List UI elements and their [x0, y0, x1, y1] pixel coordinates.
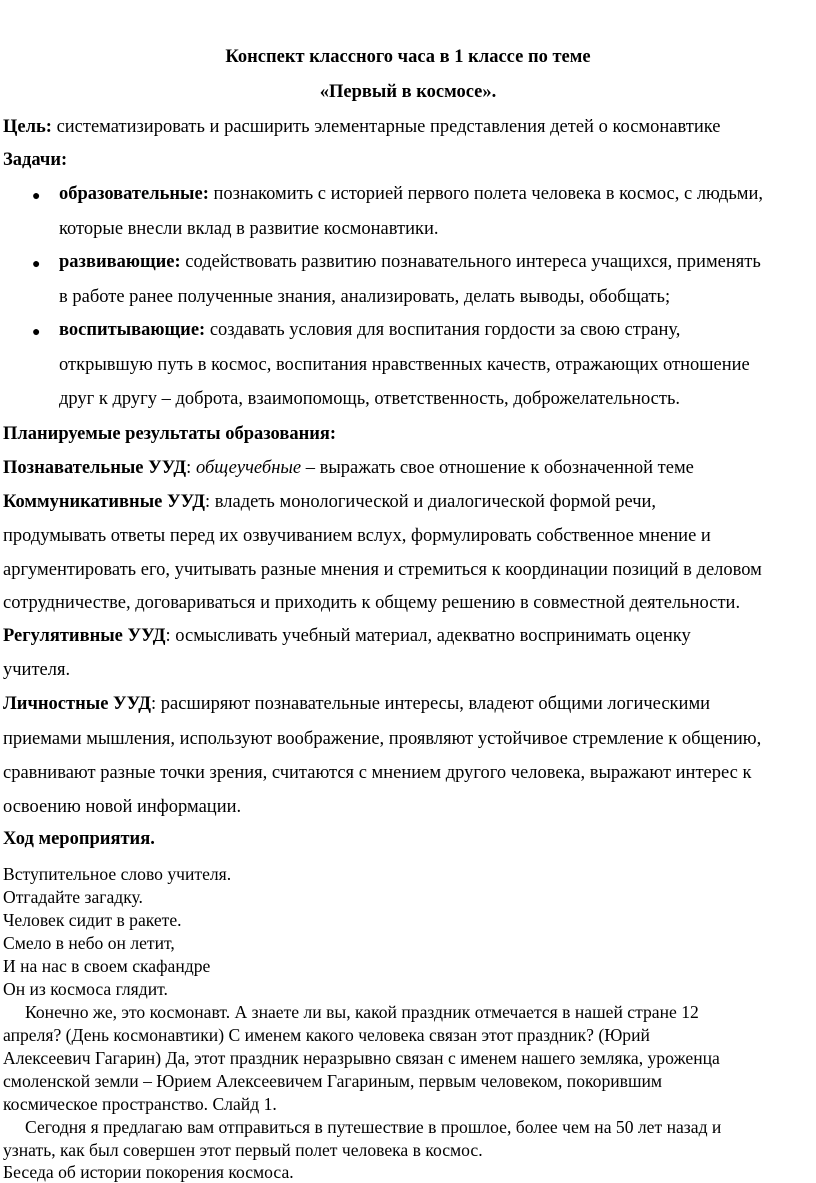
- para2-line: Сегодня я предлагаю вам отправиться в путешествие в прошлое, более чем на 50 лет назад и: [3, 1117, 722, 1137]
- regulatory-line2: учителя.: [3, 660, 71, 680]
- intro-line: Он из космоса глядит.: [3, 979, 168, 999]
- task-educational-label: образовательные:: [59, 184, 209, 204]
- results-heading: Планируемые результаты образования:: [3, 424, 337, 444]
- intro-line: Отгадайте загадку.: [3, 887, 143, 907]
- regulatory-label: Регулятивные УУД: [3, 626, 166, 646]
- cognitive-italic: общеучебные: [195, 458, 302, 478]
- title-line-2: «Первый в космосе».: [319, 82, 497, 102]
- cognitive-line: [3, 458, 694, 479]
- personal-label: Личностные УУД: [3, 694, 152, 714]
- bullet-icon: ●: [32, 325, 41, 340]
- para1-line: Алексеевич Гагарин) Да, этот праздник неразрывно связан с именем нашего земляка, уроженца: [3, 1048, 720, 1068]
- personal-text: : расширяют познавательные интересы, владеют общими логическими: [151, 694, 711, 714]
- tasks-heading: Задачи:: [3, 150, 68, 170]
- goal-text: систематизировать и расширить элементарные представления детей о космонавтике: [51, 117, 721, 137]
- regulatory-line1: [3, 626, 691, 647]
- communicative-line2: продумывать ответы перед их озвучиванием вслух, формулировать собственное мнение и: [3, 526, 711, 546]
- communicative-line1: [3, 492, 656, 513]
- task-developing-text: содействовать развитию познавательного интереса учащихся, применять: [180, 252, 761, 272]
- para1-line: апреля? (День космонавтики) С именем какого человека связан этот праздник? (Юрий: [3, 1025, 650, 1045]
- cognitive-label: Познавательные УУД: [3, 458, 187, 478]
- personal-line1: [3, 694, 710, 715]
- para1-line: смоленской земли – Юрием Алексеевичем Гагариным, первым человеком, покорившим: [3, 1071, 663, 1091]
- para1-line: Конечно же, это космонавт. А знаете ли вы, какой праздник отмечается в нашей стране 12: [3, 1002, 699, 1022]
- para1-line: космическое пространство. Слайд 1.: [3, 1094, 277, 1114]
- personal-line4: освоению новой информации.: [3, 797, 242, 817]
- title-line-1: Конспект классного часа в 1 классе по теме: [225, 47, 591, 67]
- course-heading: Ход мероприятия.: [3, 829, 155, 849]
- cognitive-text: – выражать свое отношение к обозначенной теме: [301, 458, 694, 478]
- bullet-icon: ●: [32, 257, 41, 272]
- personal-line3: сравнивают разные точки зрения, считаются с мнением другого человека, выражают интерес к: [3, 763, 752, 783]
- communicative-line3: аргументировать его, учитывать разные мнения и стремиться к координации позиций в деловом: [3, 560, 762, 580]
- bullet-icon: ●: [32, 189, 41, 204]
- personal-line2: приемами мышления, используют воображение, проявляют устойчивое стремление к общению,: [3, 729, 762, 749]
- intro-line: Смело в небо он летит,: [3, 933, 175, 953]
- task-developing-line1: [59, 252, 761, 273]
- cognitive-colon: :: [186, 458, 196, 478]
- task-educational-text: познакомить с историей первого полета человека в космос, с людьми,: [208, 184, 764, 204]
- task-upbringing-line1: [59, 320, 680, 341]
- para2-line: Беседа об истории покорения космоса.: [3, 1162, 294, 1182]
- task-upbringing-label: воспитывающие:: [59, 320, 206, 340]
- communicative-text: : владеть монологической и диалогической формой речи,: [205, 492, 657, 512]
- task-upbringing-line2: открывшую путь в космос, воспитания нравственных качеств, отражающих отношение: [59, 355, 750, 375]
- communicative-line4: сотрудничестве, договариваться и приходить к общему решению в совместной деятельности.: [3, 593, 741, 613]
- intro-line: И на нас в своем скафандре: [3, 956, 211, 976]
- task-developing-line2: в работе ранее полученные знания, анализировать, делать выводы, обобщать;: [59, 287, 671, 307]
- intro-line: Вступительное слово учителя.: [3, 864, 232, 884]
- goal-label: Цель:: [3, 117, 52, 137]
- task-educational-line2: которые внесли вклад в развитие космонавтики.: [59, 219, 439, 239]
- para2-line: узнать, как был совершен этот первый полет человека в космос.: [3, 1140, 483, 1160]
- goal-line: [3, 117, 721, 138]
- intro-line: Человек сидит в ракете.: [3, 910, 182, 930]
- communicative-label: Коммуникативные УУД: [3, 492, 206, 512]
- task-educational-line1: [59, 184, 763, 205]
- task-upbringing-line3: друг к другу – доброта, взаимопомощь, ответственность, доброжелательность.: [59, 389, 681, 409]
- task-developing-label: развивающие:: [59, 252, 181, 272]
- regulatory-text: : осмысливать учебный материал, адекватно воспринимать оценку: [165, 626, 691, 646]
- task-upbringing-text: создавать условия для воспитания гордости за свою страну,: [205, 320, 681, 340]
